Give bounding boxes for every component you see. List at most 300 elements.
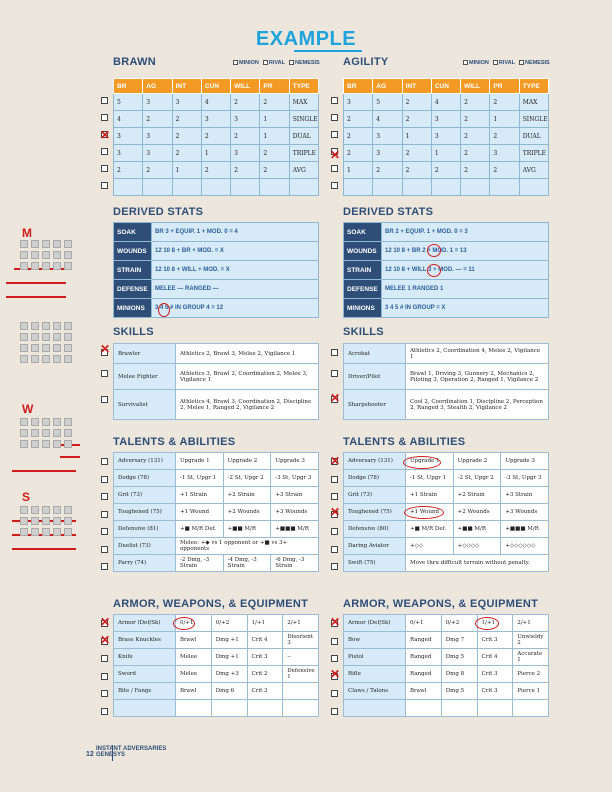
talent-name: Daring Aviator (344, 538, 406, 555)
stat-cell[interactable] (519, 179, 548, 196)
tracker-box[interactable] (64, 355, 72, 363)
row-checkbox[interactable] (331, 349, 338, 356)
stat-cell[interactable] (172, 179, 201, 196)
item-name: Claws / Talons (344, 683, 406, 700)
stat-cell[interactable]: 5 (114, 94, 143, 111)
page-title: EXAMPLE (255, 28, 357, 50)
derived-value[interactable]: 12 10 8 + BR 2 + MOD. 1 = 13 (382, 242, 549, 261)
item-value (247, 700, 283, 717)
stat-cell[interactable]: 2 (231, 162, 260, 179)
table-row (344, 111, 549, 128)
stat-cell[interactable]: 4 (431, 94, 460, 111)
tracker-box[interactable] (64, 517, 72, 525)
tracker-label-w: W (22, 402, 34, 416)
stat-cell[interactable]: 2 (402, 111, 431, 128)
tracker-box[interactable] (42, 429, 50, 437)
tracker-strike (12, 548, 76, 550)
stat-cell[interactable]: SINGLE (519, 111, 548, 128)
checkbox-icon[interactable] (263, 60, 268, 65)
tracker-box[interactable] (42, 506, 50, 514)
stat-cell[interactable]: MAX (289, 94, 318, 111)
talent-value: +■■■ M/R (501, 521, 549, 538)
stat-cell[interactable]: 3 (373, 128, 402, 145)
type-label: RIVAL (268, 60, 285, 66)
stat-cell[interactable]: 2 (373, 162, 402, 179)
item-value: Defensive 1 (283, 666, 319, 683)
tracker-box[interactable] (20, 355, 28, 363)
stat-cell[interactable]: 3 (172, 94, 201, 111)
tracker-box[interactable] (42, 262, 50, 270)
tracker-grid-x[interactable] (20, 322, 72, 363)
row-checkbox[interactable] (101, 673, 108, 680)
item-value: 1/+1 (247, 615, 283, 632)
left-talents-header: TALENTS & ABILITIES (113, 436, 236, 448)
skill-row (344, 364, 549, 390)
stat-cell[interactable]: 2 (172, 128, 201, 145)
stat-cell[interactable]: 2 (402, 162, 431, 179)
tracker-box[interactable] (64, 240, 72, 248)
item-value: 0/+2 (211, 615, 247, 632)
tracker-box[interactable] (53, 528, 61, 536)
stat-cell[interactable]: 2 (143, 111, 172, 128)
tracker-box[interactable] (31, 344, 39, 352)
stat-cell[interactable]: 1 (172, 162, 201, 179)
tracker-box[interactable] (31, 440, 39, 448)
handwritten-x-icon: ✕ (100, 615, 111, 629)
item-value: Accurate 1 (513, 649, 549, 666)
handwritten-x-icon: ✕ (330, 454, 341, 468)
stat-cell[interactable]: 1 (260, 128, 289, 145)
tracker-box[interactable] (53, 418, 61, 426)
table-row (344, 94, 549, 111)
stat-cell[interactable]: 2 (490, 162, 519, 179)
col-header: AG (373, 79, 402, 94)
stat-cell[interactable]: DUAL (519, 128, 548, 145)
tracker-box[interactable] (42, 240, 50, 248)
left-type-option-minion[interactable] (233, 60, 259, 66)
tracker-box[interactable] (20, 344, 28, 352)
item-value: Brawl (406, 683, 442, 700)
stat-cell[interactable]: 5 (373, 94, 402, 111)
row-checkbox[interactable] (331, 476, 338, 483)
col-header: PR (490, 79, 519, 94)
item-value: Melee (176, 649, 212, 666)
tracker-box[interactable] (31, 240, 39, 248)
left-type-option-nemesis[interactable] (289, 60, 320, 66)
item-value (406, 700, 442, 717)
stat-cell[interactable]: 2 (490, 128, 519, 145)
stat-cell[interactable]: 2 (461, 111, 490, 128)
stat-cell[interactable]: AVG (519, 162, 548, 179)
derived-value[interactable]: 3 4 5 # IN GROUP = X (382, 299, 549, 318)
talent-value: Upgrade 3 (271, 453, 319, 470)
derived-value[interactable]: 12 10 8 + WILL + MOD. = X (152, 261, 319, 280)
derived-value[interactable]: 12 10 8 + WILL 3 + MOD. — = 11 (382, 261, 549, 280)
stat-cell[interactable]: AVG (289, 162, 318, 179)
stat-cell[interactable]: SINGLE (289, 111, 318, 128)
stat-cell[interactable]: 2 (260, 162, 289, 179)
right-type-select[interactable] (463, 60, 550, 66)
tracker-box[interactable] (53, 440, 61, 448)
col-header: TYPE (289, 79, 318, 94)
stat-cell[interactable]: 1 (260, 111, 289, 128)
derived-label: STRAIN (344, 261, 382, 280)
stat-cell[interactable]: 4 (114, 111, 143, 128)
left-skills-header: SKILLS (113, 326, 154, 338)
tracker-grid-m[interactable] (20, 240, 72, 270)
tracker-box[interactable] (31, 333, 39, 341)
stat-cell[interactable]: 3 (143, 128, 172, 145)
row-checkbox[interactable] (331, 563, 338, 570)
tracker-box[interactable] (20, 240, 28, 248)
checkbox-icon[interactable] (289, 60, 294, 65)
stat-cell[interactable]: 2 (344, 111, 373, 128)
derived-value[interactable]: 12 10 8 + BR + MOD. = X (152, 242, 319, 261)
tracker-strike (60, 456, 80, 458)
item-name (114, 700, 176, 717)
tracker-box[interactable] (42, 440, 50, 448)
skill-row (114, 344, 319, 364)
stat-cell[interactable]: 2 (172, 145, 201, 162)
stat-cell[interactable]: 2 (461, 128, 490, 145)
talent-value: +■ M/R Def. (406, 521, 454, 538)
stat-cell[interactable]: DUAL (289, 128, 318, 145)
derived-row (114, 280, 319, 299)
talent-row (114, 504, 319, 521)
row-checkbox[interactable] (101, 148, 108, 155)
talent-value: -3 St, Upgr 3 (271, 470, 319, 487)
col-header: CUN (201, 79, 230, 94)
row-checkbox[interactable] (331, 528, 338, 535)
talent-name: Toughened (75) (344, 504, 406, 521)
stat-cell[interactable]: 1 (431, 145, 460, 162)
stat-cell[interactable]: 3 (143, 94, 172, 111)
row-checkbox[interactable] (331, 97, 338, 104)
stat-cell[interactable]: 2 (231, 94, 260, 111)
stat-cell[interactable]: 2 (431, 162, 460, 179)
tracker-box[interactable] (42, 344, 50, 352)
talent-value: Upgrade 1 (176, 453, 224, 470)
armor-row (344, 666, 549, 683)
talent-name: Grit (73) (344, 487, 406, 504)
tracker-box[interactable] (53, 251, 61, 259)
table-row (114, 179, 319, 196)
row-checkbox[interactable] (331, 114, 338, 121)
stat-cell[interactable]: 2 (402, 145, 431, 162)
stat-cell[interactable]: 2 (344, 145, 373, 162)
stat-cell[interactable] (490, 179, 519, 196)
stat-cell[interactable]: 2 (114, 162, 143, 179)
tracker-box[interactable] (42, 418, 50, 426)
table-row (344, 145, 549, 162)
tracker-box[interactable] (20, 262, 28, 270)
stat-cell[interactable]: 3 (231, 145, 260, 162)
item-value: 2/+1 (513, 615, 549, 632)
talent-row (114, 470, 319, 487)
row-checkbox[interactable] (101, 493, 108, 500)
stat-cell[interactable]: 1 (490, 111, 519, 128)
stat-cell[interactable]: 3 (114, 128, 143, 145)
derived-value[interactable]: BR 3 + EQUIP. 1 + MOD. 0 = 4 (152, 223, 319, 242)
row-checkbox[interactable] (101, 396, 108, 403)
item-value: Brawl (176, 632, 212, 649)
stat-cell[interactable]: 2 (344, 128, 373, 145)
stat-cell[interactable] (431, 179, 460, 196)
stat-cell[interactable] (231, 179, 260, 196)
tracker-box[interactable] (31, 429, 39, 437)
row-checkbox[interactable] (331, 655, 338, 662)
derived-label: WOUNDS (344, 242, 382, 261)
derived-row (344, 299, 549, 318)
stat-cell[interactable]: 1 (402, 128, 431, 145)
stat-cell[interactable] (260, 179, 289, 196)
row-checkbox[interactable] (331, 690, 338, 697)
stat-cell[interactable]: 2 (490, 94, 519, 111)
tracker-box[interactable] (53, 344, 61, 352)
stat-cell[interactable]: 2 (461, 94, 490, 111)
talent-value: Melee: +◆ vs 1 opponent or +■ vs 3+ opponents (176, 538, 319, 555)
stat-cell[interactable]: 3 (201, 111, 230, 128)
tracker-box[interactable] (53, 517, 61, 525)
tracker-box[interactable] (53, 506, 61, 514)
row-checkbox[interactable] (101, 114, 108, 121)
skill-name: Brawler (114, 344, 176, 364)
derived-value[interactable]: BR 2 + EQUIP. 1 + MOD. 0 = 3 (382, 223, 549, 242)
item-value: 0/+1 (406, 615, 442, 632)
talent-value: +■ M/R Def. (176, 521, 224, 538)
stat-cell[interactable]: 2 (260, 145, 289, 162)
row-checkbox[interactable] (331, 708, 338, 715)
stat-cell[interactable]: 4 (201, 94, 230, 111)
row-checkbox[interactable] (331, 546, 338, 553)
row-checkbox[interactable] (101, 182, 108, 189)
tracker-box[interactable] (31, 418, 39, 426)
derived-value[interactable]: MELEE — RANGED — (152, 280, 319, 299)
stat-cell[interactable]: 2 (201, 162, 230, 179)
tracker-box[interactable] (53, 322, 61, 330)
checkbox-icon[interactable] (463, 60, 468, 65)
row-checkbox[interactable] (331, 165, 338, 172)
derived-value[interactable]: 3 4 5 # IN GROUP 4 = 12 (152, 299, 319, 318)
talent-row (344, 470, 549, 487)
stat-cell[interactable]: MAX (519, 94, 548, 111)
tracker-box[interactable] (20, 528, 28, 536)
talent-row (344, 487, 549, 504)
tracker-box[interactable] (42, 333, 50, 341)
stat-cell[interactable]: 3 (431, 111, 460, 128)
skill-list: Brawl 1, Driving 3, Gunnery 2, Mechanics 2, Piloting 3, Operation 2, Ranged 1, Vigilance 2 (406, 364, 549, 390)
tracker-box[interactable] (64, 333, 72, 341)
tracker-box[interactable] (64, 251, 72, 259)
col-header: INT (402, 79, 431, 94)
stat-cell[interactable]: 1 (344, 162, 373, 179)
skill-name: Survivalist (114, 390, 176, 420)
stat-cell[interactable] (402, 179, 431, 196)
row-checkbox[interactable] (101, 511, 108, 518)
left-type-option-rival[interactable] (263, 60, 285, 66)
stat-cell[interactable]: 3 (231, 111, 260, 128)
row-checkbox[interactable] (101, 528, 108, 535)
stat-cell[interactable] (373, 179, 402, 196)
tracker-box[interactable] (20, 322, 28, 330)
talent-name: Toughened (75) (114, 504, 176, 521)
left-type-select[interactable] (233, 60, 320, 66)
row-checkbox[interactable] (331, 493, 338, 500)
row-checkbox[interactable] (331, 182, 338, 189)
right-type-option-minion[interactable] (463, 60, 489, 66)
tracker-box[interactable] (42, 251, 50, 259)
skill-name: Sharpshooter (344, 390, 406, 420)
talent-value: Upgrade 1 (406, 453, 454, 470)
stat-cell[interactable] (201, 179, 230, 196)
skill-row (344, 344, 549, 364)
tracker-box[interactable] (31, 262, 39, 270)
stat-cell[interactable] (143, 179, 172, 196)
stat-cell[interactable]: 3 (490, 145, 519, 162)
tracker-box[interactable] (64, 440, 72, 448)
talent-value: -4 Dmg, -3 Strain (223, 555, 271, 572)
talent-value: +◇◇◇◇◇◇ (501, 538, 549, 555)
tracker-box[interactable] (31, 528, 39, 536)
tracker-box[interactable] (42, 517, 50, 525)
derived-label: SOAK (344, 223, 382, 242)
talent-name: Adversary (131) (344, 453, 406, 470)
item-value: Disorient 3 (283, 632, 319, 649)
row-checkbox[interactable] (101, 546, 108, 553)
stat-cell[interactable]: 1 (201, 145, 230, 162)
type-label: MINION (239, 60, 259, 66)
tracker-box[interactable] (42, 322, 50, 330)
stat-cell[interactable]: 2 (461, 145, 490, 162)
left-derived-header: DERIVED STATS (113, 206, 204, 218)
stat-cell[interactable]: 2 (143, 162, 172, 179)
col-header: BR (114, 79, 143, 94)
stat-cell[interactable]: 2 (172, 111, 201, 128)
tracker-grid-s[interactable] (20, 506, 72, 536)
tracker-box[interactable] (31, 517, 39, 525)
item-value: Crit 3 (247, 683, 283, 700)
stat-cell[interactable]: 3 (143, 145, 172, 162)
checkbox-icon[interactable] (233, 60, 238, 65)
row-checkbox[interactable] (101, 165, 108, 172)
stat-cell[interactable]: TRIPLE (519, 145, 548, 162)
right-type-option-nemesis[interactable] (519, 60, 550, 66)
row-checkbox[interactable] (101, 563, 108, 570)
stat-cell[interactable]: 3 (431, 128, 460, 145)
item-value (477, 700, 513, 717)
talent-value: +2 Strain (223, 487, 271, 504)
tracker-label-s: S (22, 490, 31, 504)
tracker-box[interactable] (64, 528, 72, 536)
derived-row (114, 223, 319, 242)
tracker-box[interactable] (31, 355, 39, 363)
stat-cell[interactable]: 3 (114, 145, 143, 162)
item-value: Dmg 5 (441, 683, 477, 700)
tracker-box[interactable] (53, 333, 61, 341)
tracker-box[interactable] (42, 355, 50, 363)
tracker-box[interactable] (42, 528, 50, 536)
tracker-strike (6, 296, 66, 298)
right-talents-header: TALENTS & ABILITIES (343, 436, 466, 448)
derived-label: STRAIN (114, 261, 152, 280)
tracker-box[interactable] (64, 418, 72, 426)
stat-cell[interactable] (114, 179, 143, 196)
item-value: Unwieldy 2 (513, 632, 549, 649)
stat-cell[interactable]: 2 (461, 162, 490, 179)
stat-cell[interactable]: 3 (373, 145, 402, 162)
stat-cell[interactable]: 2 (231, 128, 260, 145)
tracker-box[interactable] (20, 429, 28, 437)
row-checkbox[interactable] (101, 370, 108, 377)
item-value: Ranged (406, 649, 442, 666)
stat-cell[interactable]: 4 (373, 111, 402, 128)
item-value: Crit 4 (247, 632, 283, 649)
item-value: Ranged (406, 632, 442, 649)
row-checkbox[interactable] (101, 655, 108, 662)
tracker-box[interactable] (53, 240, 61, 248)
tracker-box[interactable] (20, 251, 28, 259)
talent-value: +3 Strain (501, 487, 549, 504)
row-checkbox[interactable] (331, 131, 338, 138)
stat-cell[interactable]: 2 (402, 94, 431, 111)
footer-line-1: INSTANT ADVERSARIES (96, 746, 167, 752)
tracker-box[interactable] (20, 517, 28, 525)
row-checkbox[interactable] (101, 690, 108, 697)
tracker-box[interactable] (64, 506, 72, 514)
tracker-box[interactable] (31, 322, 39, 330)
item-name: Knife (114, 649, 176, 666)
left-stat-table (113, 78, 319, 196)
row-checkbox[interactable] (331, 638, 338, 645)
stat-cell[interactable] (461, 179, 490, 196)
tracker-box[interactable] (64, 429, 72, 437)
tracker-box[interactable] (20, 506, 28, 514)
stat-cell[interactable] (344, 179, 373, 196)
tracker-box[interactable] (64, 344, 72, 352)
row-checkbox[interactable] (101, 458, 108, 465)
checkbox-icon[interactable] (519, 60, 524, 65)
stat-cell[interactable]: 3 (344, 94, 373, 111)
tracker-grid-w[interactable] (20, 418, 72, 448)
tracker-box[interactable] (53, 429, 61, 437)
stat-cell[interactable] (289, 179, 318, 196)
tracker-box[interactable] (31, 506, 39, 514)
tracker-box[interactable] (20, 418, 28, 426)
stat-cell[interactable]: 2 (260, 94, 289, 111)
checkbox-icon[interactable] (493, 60, 498, 65)
tracker-box[interactable] (20, 333, 28, 341)
tracker-box[interactable] (64, 262, 72, 270)
handwritten-circle (427, 244, 441, 257)
stat-cell[interactable]: TRIPLE (289, 145, 318, 162)
row-checkbox[interactable] (331, 370, 338, 377)
right-type-option-rival[interactable] (493, 60, 515, 66)
tracker-box[interactable] (31, 251, 39, 259)
tracker-box[interactable] (64, 322, 72, 330)
item-name: Brass Knuckles (114, 632, 176, 649)
tracker-box[interactable] (20, 440, 28, 448)
tracker-box[interactable] (53, 262, 61, 270)
item-value (283, 700, 319, 717)
row-checkbox[interactable] (101, 97, 108, 104)
item-value: Crit 4 (477, 649, 513, 666)
stat-cell[interactable]: 2 (201, 128, 230, 145)
talent-row (344, 521, 549, 538)
row-checkbox[interactable] (101, 476, 108, 483)
derived-value[interactable]: MELEE 1 RANGED 1 (382, 280, 549, 299)
row-checkbox[interactable] (101, 708, 108, 715)
tracker-box[interactable] (53, 355, 61, 363)
